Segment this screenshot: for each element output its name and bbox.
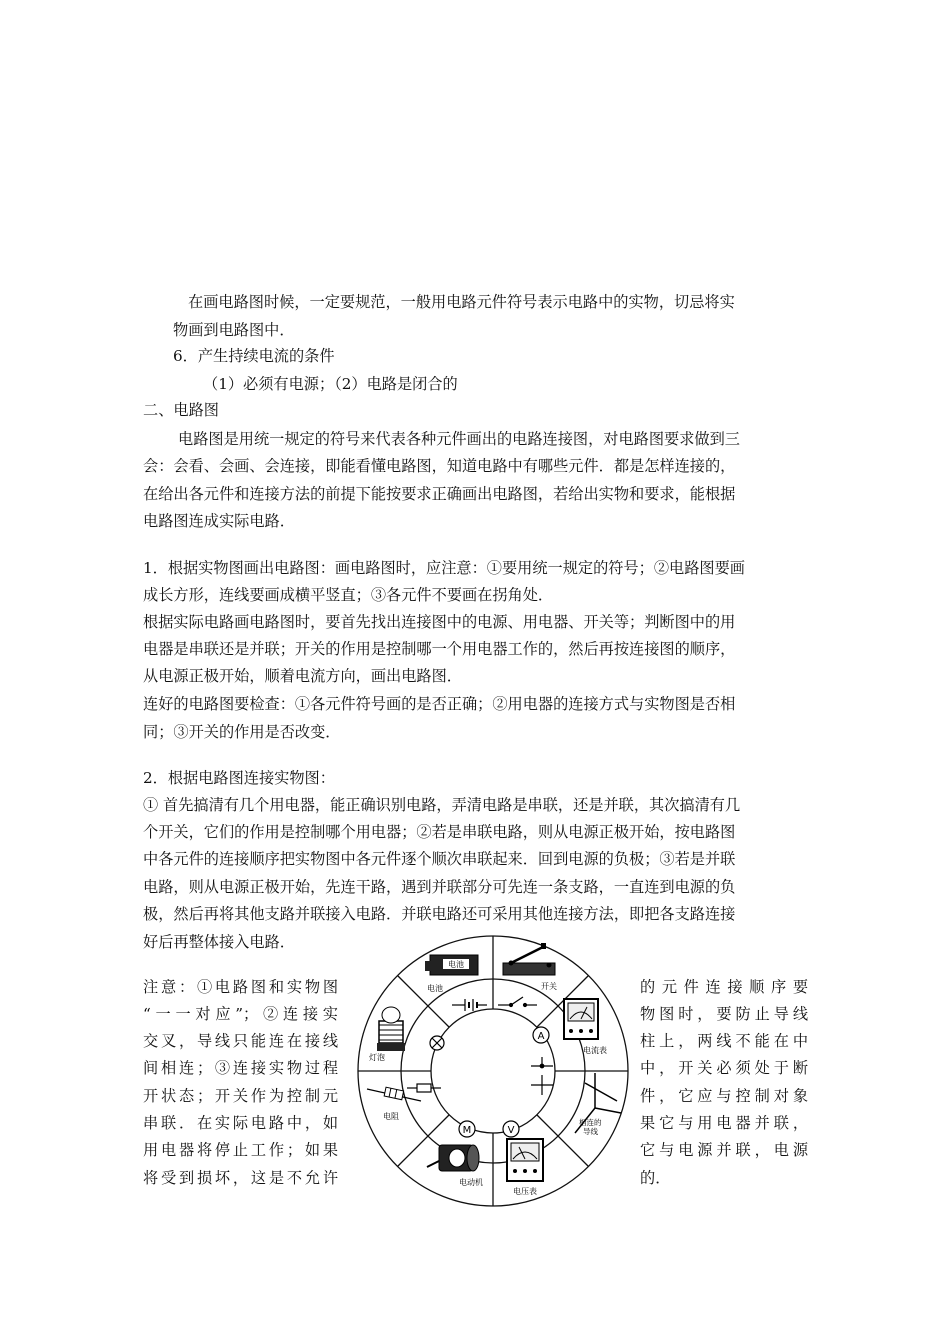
point1-line: 电器是串联还是并联；开关的作用是控制哪一个用电器工作的，然后再按连接图的顺序， bbox=[143, 640, 736, 658]
point1-line: 根据实际电路画电路图时，要首先找出连接图中的电源、用电器、开关等；判断图中的用 bbox=[143, 613, 736, 631]
point1-line: 成长方形，连线要画成横平竖直；③各元件不要画在拐角处． bbox=[143, 586, 554, 604]
item6-title: 6．产生持续电流的条件 bbox=[173, 347, 335, 365]
intro-line-2: 物画到电路图中． bbox=[173, 321, 295, 339]
label-battery: 电池 bbox=[427, 984, 443, 993]
note-left-line: 间相连；③连接实物过程 bbox=[143, 1059, 338, 1077]
note-left-line: “一一对应”；②连接实 bbox=[143, 1005, 338, 1023]
note-left-line: 注意：①电路图和实物图 bbox=[143, 978, 338, 996]
ammeter-symbol-letter: A bbox=[537, 1031, 545, 1042]
note-left-line: 开状态；开关作为控制元 bbox=[143, 1087, 338, 1105]
lamp-symbol-icon bbox=[430, 1036, 444, 1050]
wheel-inner-ring bbox=[431, 1009, 555, 1133]
point1-line: 连好的电路图要检查：①各元件符号画的是否正确；②用电器的连接方式与实物图是否相 bbox=[143, 695, 736, 713]
note-left-line: 用电器将停止工作；如果 bbox=[143, 1141, 338, 1159]
ammeter-symbol-icon bbox=[533, 1027, 549, 1043]
label-ammeter: 电流表 bbox=[583, 1046, 607, 1055]
note-right-line: 物图时，要防止导线 bbox=[640, 1005, 808, 1023]
note-left-line: 串联．在实际电路中，如 bbox=[143, 1114, 338, 1132]
motor-symbol-letter: M bbox=[462, 1125, 472, 1136]
label-resistor: 电阻 bbox=[383, 1112, 399, 1121]
note-right-line: 果它与用电器并联， bbox=[640, 1114, 808, 1132]
label-switch: 开关 bbox=[541, 982, 557, 991]
label-voltmeter: 电压表 bbox=[513, 1187, 537, 1196]
motor-device-icon bbox=[427, 1145, 479, 1171]
voltmeter-symbol-letter: V bbox=[507, 1125, 515, 1136]
point2-line: ① 首先搞清有几个用电器，能正确识别电路，弄清电路是串联，还是并联，其次搞清有几 bbox=[143, 796, 741, 814]
battery-device-text: 电池 bbox=[448, 960, 464, 969]
battery-device-icon bbox=[425, 955, 478, 975]
point1-line: 1．根据实物图画出电路图：画电路图时，应注意：①要用统一规定的符号；②电路图要画 bbox=[143, 559, 745, 577]
wheel-svg bbox=[355, 933, 631, 1209]
point1-line: 从电源正极开始，顺着电流方向，画出电路图． bbox=[143, 667, 462, 685]
resistor-device-icon bbox=[367, 1087, 421, 1101]
voltmeter-device-icon bbox=[507, 1139, 543, 1181]
resistor-symbol-icon bbox=[407, 1084, 441, 1092]
point1-line: 同；③开关的作用是否改变． bbox=[143, 723, 341, 741]
point2-line: 中各元件的连接顺序把实物图中各元件逐个顺次串联起来．回到电源的负极；③若是并联 bbox=[143, 850, 736, 868]
motor-symbol-icon bbox=[459, 1121, 475, 1137]
label-junction-1: 相连的 bbox=[579, 1118, 602, 1127]
note-right-line: 它与电源并联，电源 bbox=[640, 1141, 808, 1159]
note-right-line: 中，开关必须处于断 bbox=[640, 1059, 808, 1077]
item6-conditions: （1）必须有电源；（2）电路是闭合的 bbox=[203, 375, 458, 393]
note-left-line: 交叉，导线只能连在接线 bbox=[143, 1032, 338, 1050]
ammeter-device-icon bbox=[564, 999, 598, 1039]
label-junction-2: 导线 bbox=[583, 1127, 598, 1136]
battery-symbol-icon bbox=[452, 999, 487, 1011]
note-right-line: 件，它应与控制对象 bbox=[640, 1087, 808, 1105]
intro-line-1: 在画电路图时候，一定要规范，一般用电路元件符号表示电路中的实物，切忌将实 bbox=[188, 293, 735, 311]
point2-line: 好后再整体接入电路． bbox=[143, 933, 295, 951]
section2-para-line: 电路图是用统一规定的符号来代表各种元件画出的电路连接图，对电路图要求做到三 bbox=[178, 430, 740, 448]
point2-line: 极，然后再将其他支路并联接入电路．并联电路还可采用其他连接方法，即把各支路连接 bbox=[143, 905, 736, 923]
point2-line: 电路，则从电源正极开始，先连干路，遇到并联部分可先连一条支路，一直连到电源的负 bbox=[143, 878, 736, 896]
section2-para-line: 会：会看、会画、会连接，即能看懂电路图，知道电路中有哪些元件．都是怎样连接的， bbox=[143, 457, 736, 475]
circuit-components-wheel bbox=[355, 933, 631, 1209]
section2-para-line: 在给出各元件和连接方法的前提下能按要求正确画出电路图，若给出实物和要求，能根据 bbox=[143, 485, 736, 503]
note-right-line: 的元件连接顺序要 bbox=[640, 978, 808, 996]
note-right-line: 柱上，两线不能在中 bbox=[640, 1032, 808, 1050]
section2-para-line: 电路图连成实际电路． bbox=[143, 512, 295, 530]
note-left-line: 将受到损坏，这是不允许 bbox=[143, 1169, 338, 1187]
point2-line: 个开关，它们的作用是控制哪个用电器；②若是串联电路，则从电源正极开始，按电路图 bbox=[143, 823, 736, 841]
junction-symbol-icon bbox=[531, 1057, 553, 1095]
label-lamp: 灯泡 bbox=[369, 1053, 385, 1062]
note-right-line: 的． bbox=[640, 1169, 671, 1187]
section2-heading: 二、电路图 bbox=[143, 401, 219, 419]
voltmeter-symbol-icon bbox=[503, 1121, 519, 1137]
lamp-device-icon bbox=[377, 1007, 405, 1051]
point2-line: 2．根据电路图连接实物图： bbox=[143, 769, 335, 787]
switch-symbol-icon bbox=[498, 997, 537, 1007]
label-motor: 电动机 bbox=[459, 1178, 483, 1187]
